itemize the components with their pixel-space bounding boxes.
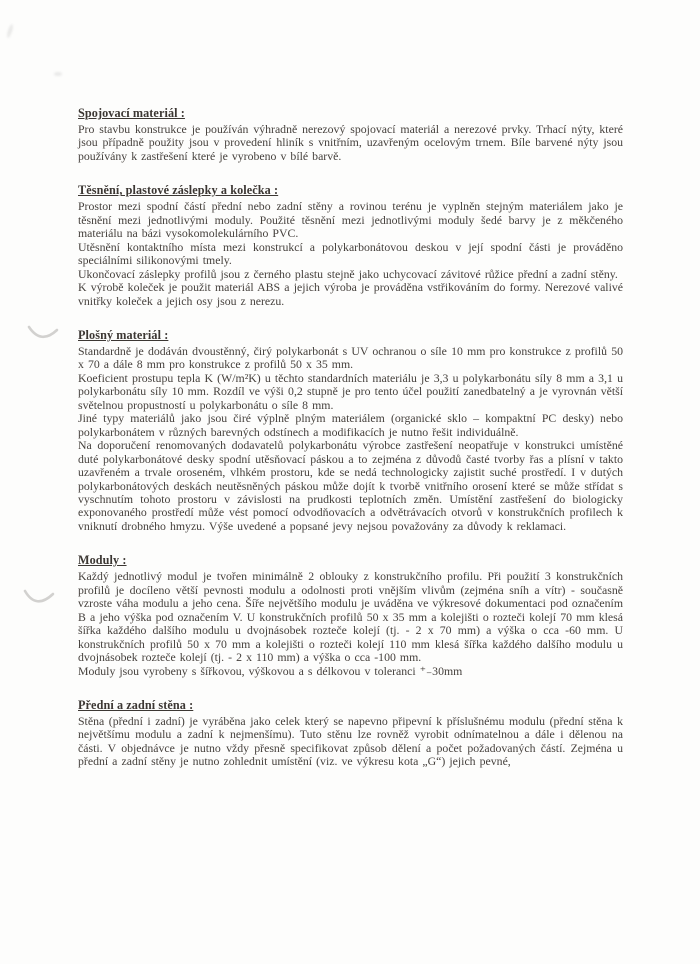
section-paragraph: Koeficient prostupu tepla K (W/m²K) u těchto standardních materiálu je 3,3 u polykarbonátu síly 8 mm a 3,1 u polykarbonátu síly 10 mm. Rozdíl ve výši 0,2 stupně je pro tento účel použití zanedbatelný a je vyrovnán větší světelnou propustností u polykarbonátu o síle 8 mm. [78, 370, 623, 412]
section-paragraph: Moduly jsou vyrobeny s šířkovou, výškovou a s délkovou v toleranci ⁺₋30mm [78, 663, 463, 678]
section-moduly [78, 553, 623, 678]
scan-smudge [6, 24, 14, 39]
section-plosny-material [78, 328, 623, 533]
handwritten-pencil-mark [22, 585, 56, 611]
section-heading: Moduly : [78, 553, 127, 568]
section-heading: Spojovací materiál : [78, 106, 185, 120]
section-tesneni-zaslepky-kolecka [78, 183, 623, 308]
section-predni-zadni-stena [78, 698, 623, 769]
section-paragraph: Ukončovací záslepky profilů jsou z černého plastu stejně jako uchycovací závitové růžice přední a zadní stěny. [78, 266, 618, 281]
document-body [78, 106, 623, 789]
section-heading: Plošný materiál : [78, 327, 169, 342]
scan-smudge [54, 72, 62, 76]
section-heading: Těsnění, plastové záslepky a kolečka : [78, 183, 279, 198]
section-paragraph: Každý jednotlivý modul je tvořen minimálně 2 oblouky z konstrukčního profilu. Při použití 3 konstrukčních profilů je docíleno větší pevnosti modulu a odolnosti proti vnějším vlivům (zejména sníh a vítr) - současně vzroste váha modulu a jeho cena. Šíře největšího modulu je uváděna ve výkresové dokumentaci pod označením B a jeho výška pod označením V. U konstrukčních profilů 50 x 35 mm a kolejišti o rozteči kolejí 70 mm klesá šířka každého dalšího modulu u dvojnásobek rozteče kolejí (tj. - 2 x 70 mm) a výška o cca -60 mm. U konstrukčních profilů 50 x 70 mm a kolejišti o rozteči kolejí 110 mm klesá šířka každého dalšího modulu u dvojnásobek rozteče kolejí (tj. - 2 x 110 mm) a výška o cca -100 mm. [78, 569, 623, 665]
section-paragraph: Stěna (přední i zadní) je vyráběna jako celek který se napevno připevní k příslušnému modulu (přední stěna k největšímu modulu a zadní k nejmenšímu). Tuto stěnu lze rovněž vyrobit odnímatelnou a dále i dělenou na části. V objednávce je nutno vždy přesně specifikovat způsob dělení a počet požadovaných částí. Zejména u přední a zadní stěny je nutno zohlednit umístění (viz. ve výkresu kota „G“) jejich pevné, [78, 713, 623, 769]
section-paragraph: Pro stavbu konstrukce je používán výhradně nerezový spojovací materiál a nerezové prvky. Trhací nýty, které jsou případně použity jsou v provedení hliník s vnitřním, uzavřeným ocelovým trnem. Bíle barvené nýty jsou používány k zastřešení které je vyrobeno v bílé barvě. [78, 122, 623, 163]
section-paragraph: Jiné typy materiálů jako jsou čiré výplně plným materiálem (organické sklo – kompaktní PC desky) nebo polykarbonátem v různých barevných odstínech a modifikacích je nutno řešit individuálně. [78, 411, 623, 439]
section-spojovaci-material [78, 106, 623, 163]
section-paragraph: Na doporučení renomovaných dodavatelů polykarbonátu výrobce zastřešení neopatřuje v konstrukci umístěné duté polykarbonátové desky spodní utěsňovací páskou a to zejména z důvodů časté tvorby řas a plísní v takto uzavřeném a trvale oroseném, vlhkém prostoru, kde se nedá technologicky zajistit suché prostředí. I v dutých polykarbonátových deskách neutěsněných páskou může dojít k tvorbě vnitřního orosení které se může střídat s vyschnutím tohoto prostoru v závislosti na prudkosti teplotních změn. Umístění zastřešení do biologicky exponovaného prostředí může vést pomocí odvodňovacích a odvětrávacích otvorů v konstrukčních profilech k vniknutí drobného hmyzu. Výše uvedené a popsané jevy nejsou považovány za důvody k reklamaci. [78, 438, 623, 533]
section-paragraph: Prostor mezi spodní částí přední nebo zadní stěny a rovinou terénu je vyplněn stejným materiálem jako je těsnění mezi jednotlivými moduly. Použité těsnění mezi jednotlivými moduly šedé barvy je z měkčeného materiálu na bázi vysokomolekulárního PVC. [78, 199, 623, 241]
section-paragraph: Utěsnění kontaktního místa mezi konstrukcí a polykarbonátovou deskou v její spodní části je prováděno speciálními silikonovými tmely. [78, 239, 623, 268]
section-paragraph: Standardně je dodáván dvoustěnný, čirý polykarbonát s UV ochranou o síle 10 mm pro konstrukce z profilů 50 x 70 a dále 8 mm pro konstrukce z profilů 50 x 35 mm. [78, 343, 623, 372]
section-paragraph: K výrobě koleček je použit materiál ABS a jejich výroba je prováděna vstřikováním do formy. Nerezové valivé vnitřky koleček a jejich osy jsou z nerezu. [78, 280, 623, 308]
handwritten-pencil-mark [26, 322, 60, 346]
section-heading: Přední a zadní stěna : [78, 697, 194, 712]
